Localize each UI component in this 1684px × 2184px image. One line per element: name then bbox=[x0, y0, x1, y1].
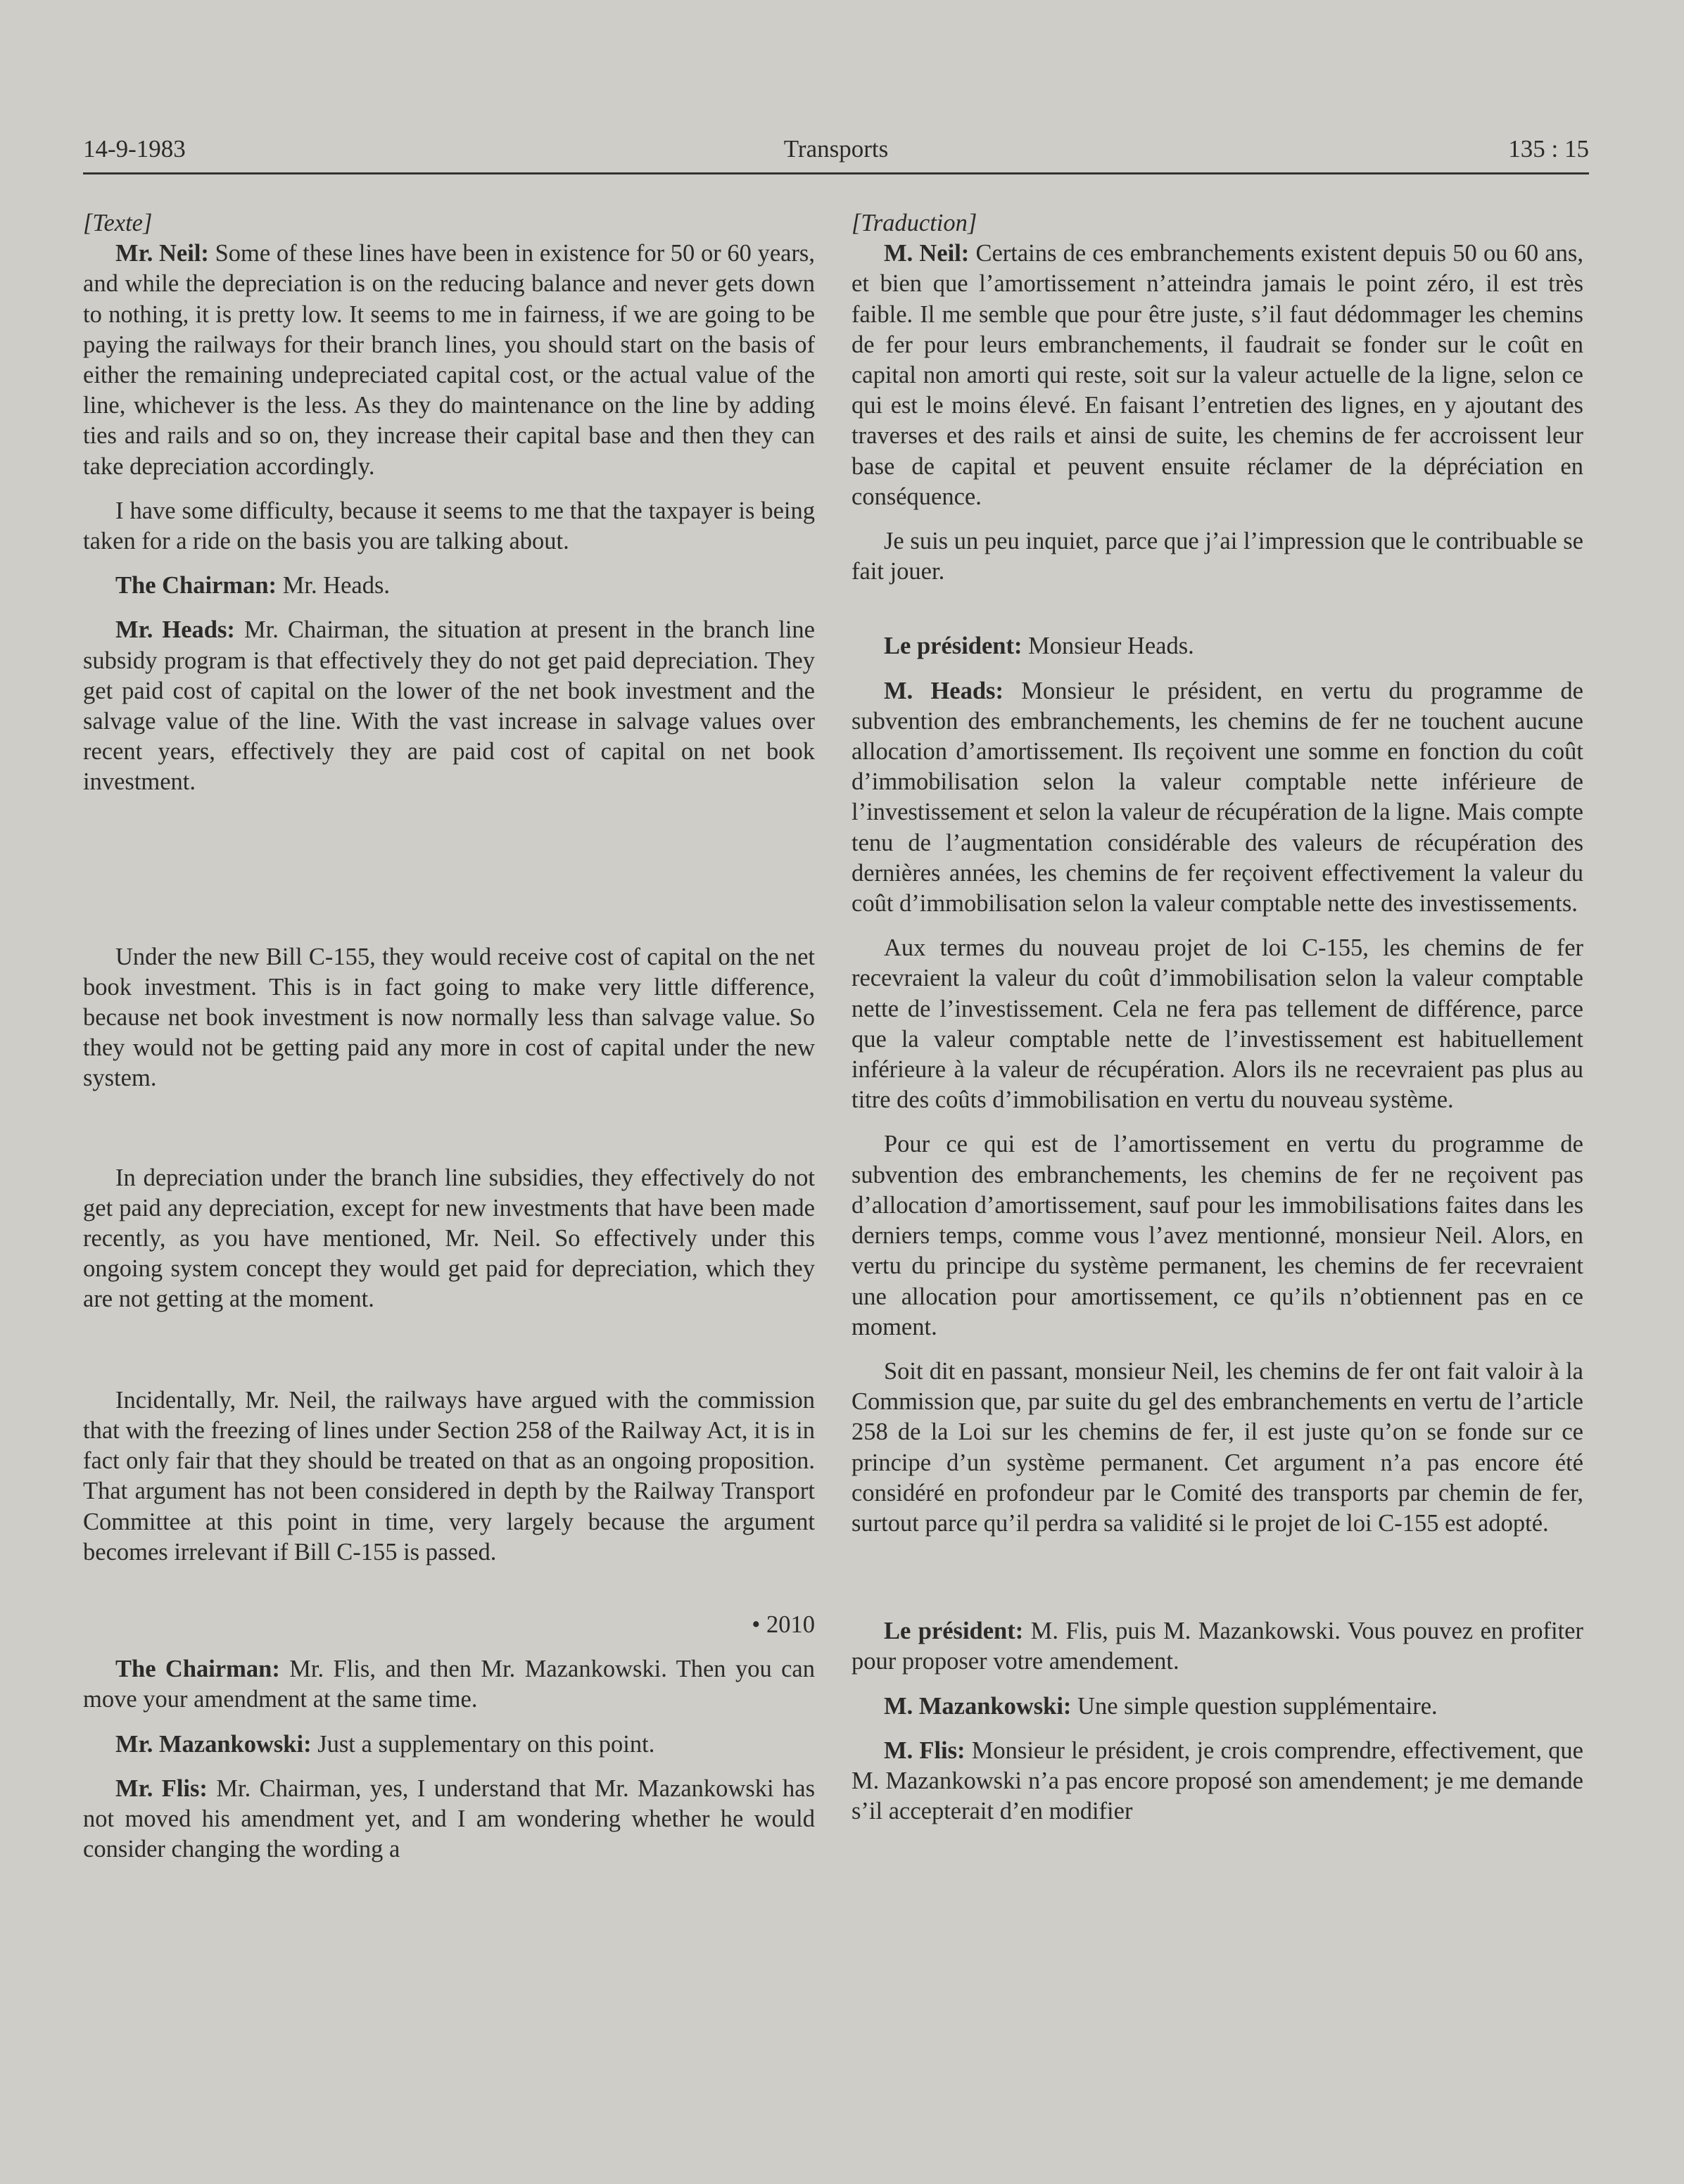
speaker-label: Mr. Heads: bbox=[115, 616, 235, 644]
paragraph-heads bbox=[83, 615, 815, 797]
speaker-label: The Chairman: bbox=[115, 1656, 280, 1683]
speaker-label: Le président: bbox=[884, 633, 1023, 660]
paragraph-bill-c155: Aux termes du nouveau projet de loi C-155, les chemins de fer recevraient la valeur du coût d’immobilisation selon la valeur comptable nette de l’investissement. Cela ne fera pas tellement de différence, parce que la valeur comptable nette de l’investissement est habituellement inférieure à la valeur de récupération. Alors ils ne recevraient pas plus au titre des coûts d’immobilisation en vertu du nouveau système. bbox=[852, 934, 1583, 1114]
page-header bbox=[83, 135, 1589, 174]
speaker-label: M. Neil: bbox=[884, 240, 970, 267]
paragraph-text: Mr. Chairman, yes, I understand that Mr. Mazankowski has not moved his amendment yet, and I am wondering whether he would consider changing the wording a bbox=[83, 1775, 815, 1863]
paragraph-text: Mr. Flis, and then Mr. Mazankowski. Then you can move your amendment at the same time. bbox=[83, 1656, 815, 1713]
speaker-label: M. Heads: bbox=[884, 677, 1004, 704]
paragraph-depreciation: In depreciation under the branch line subsidies, they effectively do not get paid any depreciation, except for new investments that have been made recently, as you have mentioned, Mr. Neil. So effectively under this ongoing system concept they would get paid for depreciation, which they are not getting at the moment. bbox=[83, 1164, 815, 1313]
paragraph-neil-cont: I have some difficulty, because it seems to me that the taxpayer is being taken for a ride on the basis you are talking about. bbox=[83, 497, 815, 555]
time-marker: • 2010 bbox=[752, 1611, 815, 1638]
paragraph-chairman-2 bbox=[852, 1616, 1583, 1677]
translation-tag: [Traduction] bbox=[852, 210, 977, 236]
text-tag: [Texte] bbox=[83, 210, 153, 236]
paragraph-neil bbox=[852, 239, 1583, 512]
header-date: 14-9-1983 bbox=[83, 135, 186, 163]
speaker-label: Mr. Neil: bbox=[115, 240, 209, 267]
header-title: Transports bbox=[783, 135, 889, 163]
paragraph-text: Some of these lines have been in existence for 50 or 60 years, and while the depreciation is on the reducing balance and never gets down to nothing, it is pretty low. It seems to me in fairness, if we are going to be paying the railways for their branch lines, you should start on the basis of either the remaining undepreciated capital cost, or the actual value of the line, whichever is the less. As they do maintenance on the line by adding ties and rails and so on, they increase their capital base and then they can take depreciation accordingly. bbox=[83, 240, 815, 480]
paragraph-text: Mr. Heads. bbox=[277, 572, 391, 599]
speaker-label: Le président: bbox=[884, 1618, 1024, 1645]
speaker-label: The Chairman: bbox=[115, 572, 277, 599]
speaker-label: Mr. Mazankowski: bbox=[115, 1730, 312, 1758]
paragraph-bill-c155: Under the new Bill C-155, they would receive cost of capital on the net book investment. This is in fact going to make very little difference, because net book investment is now normally less than salvage value. So they would not be getting paid any more in cost of capital under the new system. bbox=[83, 943, 815, 1092]
paragraph-flis bbox=[852, 1736, 1583, 1827]
paragraph-depreciation: Pour ce qui est de l’amortissement en vertu du programme de subvention des embranchements, les chemins de fer ne reçoivent pas d’allocation d’amortissement, sauf pour les immobilisations faites dans les derniers temps, comme vous l’avez mentionné, monsieur Neil. Alors, en vertu du principe du système permanent, les chemins de fer recevraient une allocation pour amortissement, ce qu’ils n’obtiennent pas en ce moment. bbox=[852, 1131, 1583, 1340]
paragraph-chairman-2 bbox=[83, 1654, 815, 1715]
paragraph-text: Une simple question supplémentaire. bbox=[1071, 1692, 1438, 1720]
french-column bbox=[852, 208, 1583, 2080]
paragraph-neil-cont: Je suis un peu inquiet, parce que j’ai l’impression que le contribuable se fait jouer. bbox=[852, 528, 1583, 585]
paragraph-text: M. Flis, puis M. Mazankowski. Vous pouvez en profiter pour proposer votre amendement. bbox=[852, 1618, 1583, 1675]
paragraph-text: Mr. Chairman, the situation at present in the branch line subsidy program is that effectively they do not get paid depreciation. They get paid cost of capital on the lower of the net book investment and the salvage value of the line. With the vast increase in salvage values over recent years, effectively they are paid cost of capital on net book investment. bbox=[83, 616, 815, 796]
paragraph-text: Monsieur Heads. bbox=[1022, 633, 1194, 660]
paragraph-incidentally: Soit dit en passant, monsieur Neil, les chemins de fer ont fait valoir à la Commission que, par suite du gel des embranchements en vertu de l’article 258 de la Loi sur les chemins de fer, il est juste qu’on se fonde sur ce principe d’un système permanent. Cet argument n’a pas encore été considéré en profondeur par le Comité des transports par chemin de fer, surtout parce qu’il perdra sa validité si le projet de loi C-155 est adopté. bbox=[852, 1357, 1583, 1537]
speaker-label: Mr. Flis: bbox=[115, 1775, 208, 1802]
paragraph-text: Certains de ces embranchements existent depuis 50 ou 60 ans, et bien que l’amortissement n’atteindra jamais le point zéro, il est très faible. Il me semble que pour être juste, s’il faut dédommager les chemins de fer pour leurs embranchements, il faudrait se fonder sur le coût en capital non amorti qui reste, soit sur la valeur actuelle de la ligne, selon ce qui est le moins élevé. En faisant l’entretien des lignes, en y ajoutant des traverses et des rails et ainsi de suite, les chemins de fer accroissent leur base de capital et peuvent ensuite réclamer de la dépréciation en conséquence. bbox=[852, 240, 1583, 510]
paragraph-mazankowski bbox=[83, 1729, 815, 1760]
speaker-label: M. Flis: bbox=[884, 1737, 966, 1764]
english-column bbox=[83, 208, 815, 2080]
speaker-label: M. Mazankowski: bbox=[884, 1692, 1072, 1720]
header-page-number: 135 : 15 bbox=[1508, 135, 1589, 163]
paragraph-flis bbox=[83, 1774, 815, 1865]
header-rule bbox=[83, 172, 1589, 174]
paragraph-text: Monsieur le président, je crois comprendre, effectivement, que M. Mazankowski n’a pas encore proposé son amendement; je me demande s’il accepterait d’en modifier bbox=[852, 1737, 1583, 1825]
paragraph-chairman bbox=[852, 631, 1583, 661]
paragraph-mazankowski bbox=[852, 1691, 1583, 1722]
paragraph-text: Just a supplementary on this point. bbox=[311, 1730, 655, 1758]
paragraph-chairman bbox=[83, 571, 815, 601]
paragraph-text: Monsieur le président, en vertu du programme de subvention des embranchements, les chemins de fer ne touchent aucune allocation d’amortissement. Ils reçoivent une somme en fonction du coût d’immobilisation selon la valeur comptable nette inférieure de l’investissement et selon la valeur de récupération de la ligne. Mais compte tenu de l’augmentation considérable des valeurs de récupération des dernières années, les chemins de fer reçoivent effectivement la valeur du coût d’immobilisation selon la valeur comptable nette des investissements. bbox=[852, 677, 1583, 918]
paragraph-neil bbox=[83, 239, 815, 482]
paragraph-incidentally: Incidentally, Mr. Neil, the railways have argued with the commission that with the freezing of lines under Section 258 of the Railway Act, it is in fact only fair that they should be treated on that as an ongoing proposition. That argument has not been considered in depth by the Railway Transport Committee at this point in time, very largely because the argument becomes irrelevant if Bill C-155 is passed. bbox=[83, 1386, 815, 1566]
paragraph-heads bbox=[852, 676, 1583, 920]
